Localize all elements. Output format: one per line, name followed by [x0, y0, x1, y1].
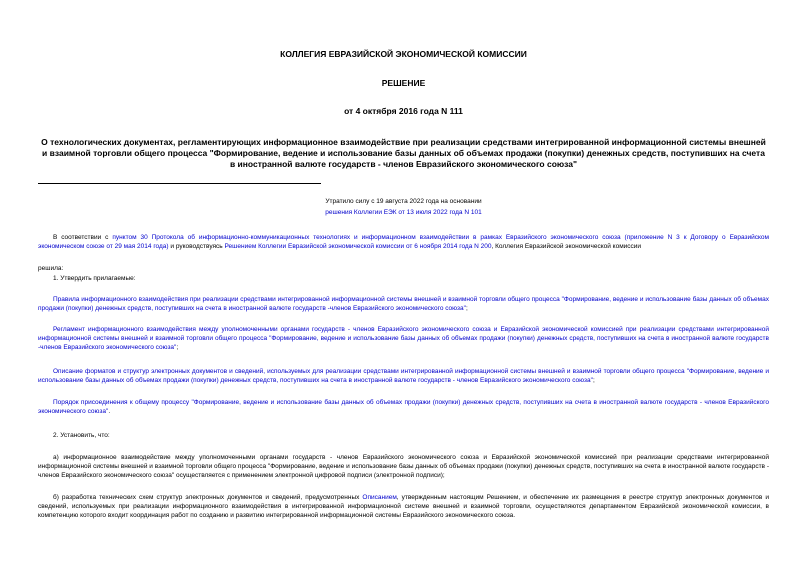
description-item — [38, 368, 769, 386]
divider — [38, 183, 321, 184]
clause-2-heading: 2. Установить, что: — [53, 432, 110, 439]
procedure-item — [38, 399, 769, 417]
preamble-text-2: и руководствуясь — [168, 242, 225, 250]
protocol-link[interactable]: пунктом 30 Протокола об информационно-коммуникационных технологиях и информационном взаимодействии в рамках Евразийского экономического союза (приложение N 3 к Договору о Евразийском экономическом союзе от 29 мая 2014 года) — [38, 234, 770, 250]
status-note-link-line — [0, 209, 807, 216]
item-b-text-2: , утвержденным настоящим Решением, и обеспечение их размещения в реестре структур электронных документов и сведений, используемых при реализации информационного взаимодействия в интегрированной информационной системе внешней и взаимной торговли, осуществляются департаментом Евразийской экономической комиссии, в компетенцию которого входит координация работ по созданию и развитию интегрированной информационной системы Евразийского экономического союза. — [38, 494, 769, 519]
regulation-item — [38, 326, 769, 352]
document-date-number: от 4 октября 2016 года N 111 — [344, 106, 463, 116]
preamble-text-1: В соответствии с — [53, 234, 113, 241]
preamble-paragraph — [38, 234, 769, 252]
description-link[interactable]: Описание форматов и структур электронных документов и сведений, используемых для реализации средствами интегрированной информационной системы внешней и взаимной торговли общего процесса "Формирование, ведение и использование базы данных об объемах продажи (покупки) денежных средств, поступивших на счета в иностранной валюте государств - членов Евразийского экономического союза" — [38, 368, 769, 384]
preamble-text-3: , Коллегия Евразийской экономической комиссии — [491, 242, 642, 250]
issuing-body: КОЛЛЕГИЯ ЕВРАЗИЙСКОЙ ЭКОНОМИЧЕСКОЙ КОМИССИИ — [280, 49, 527, 59]
regulation-end: ; — [176, 343, 179, 351]
clause-1-heading: 1. Утвердить прилагаемые: — [53, 275, 136, 282]
rules-end: ; — [465, 304, 468, 312]
item-b — [38, 494, 769, 520]
status-note: Утратило силу с 19 августа 2022 года на основании — [325, 198, 482, 205]
procedure-link[interactable]: Порядок присоединения к общему процессу "Формирование, ведение и использование базы данных об объемах продажи (покупки) денежных средств, поступивших на счета в иностранной валюте государств - членов Евразийского экономического союза" — [38, 399, 769, 415]
procedure-end: . — [108, 407, 111, 415]
document-subject: О технологических документах, регламентирующих информационное взаимодействие при реализации средствами интегрированной информационной системы внешней и взаимной торговли общего процесса "Формирование, ведение и использование базы данных об объемах продажи (покупки) денежных средств, поступивших на счета в иностранной валюте государств - членов Евразийского экономического союза" — [41, 137, 766, 169]
item-a: а) информационное взаимодействие между уполномоченными органами государств - членов Евразийского экономического союза и Евразийской экономической комиссией при реализации средствами интегрированной информационной системы внешней и взаимной торговли общего процесса "Формирование, ведение и использование базы данных об объемах продажи (покупки) денежных средств, поступивших на счета в иностранной валюте государств - членов Евразийского экономического союза" осуществляется с применением электронной цифровой подписи (электронной подписи); — [38, 454, 769, 479]
rules-link[interactable]: Правила информационного взаимодействия при реализации средствами интегрированной информационной системы внешней и взаимной торговли общего процесса "Формирование, ведение и использование базы данных об объемах продажи (покупки) денежных средств, поступивших на счета в иностранной валюте государств -членов Евразийского экономического союза" — [38, 296, 769, 312]
regulation-link[interactable]: Регламент информационного взаимодействия между уполномоченными органами государств - членов Евразийского экономического союза и Евразийской экономической комиссией при реализации средствами интегрированной информационной системы внешней и взаимной торговли общего процесса "Формирование, ведение и использование базы данных об объемах продажи (покупки) денежных средств, поступивших на счета в иностранной валюте государств -членов Евразийского экономического союза" — [38, 326, 769, 351]
item-b-text-1: б) разработка технических схем структур электронных документов и сведений, предусмотренных — [53, 494, 363, 501]
repeal-decision-link[interactable]: решения Коллегии ЕЭК от 13 июля 2022 года N 101 — [325, 209, 482, 216]
description-end: ; — [592, 376, 595, 384]
document-type: РЕШЕНИЕ — [381, 78, 426, 88]
description-short-link[interactable]: Описанием — [362, 494, 397, 501]
decided-label: решила: — [38, 265, 64, 272]
rules-item — [38, 296, 769, 314]
decision-200-link[interactable]: Решением Коллегии Евразийской экономической комиссии от 6 ноября 2014 года N 200 — [224, 242, 492, 250]
